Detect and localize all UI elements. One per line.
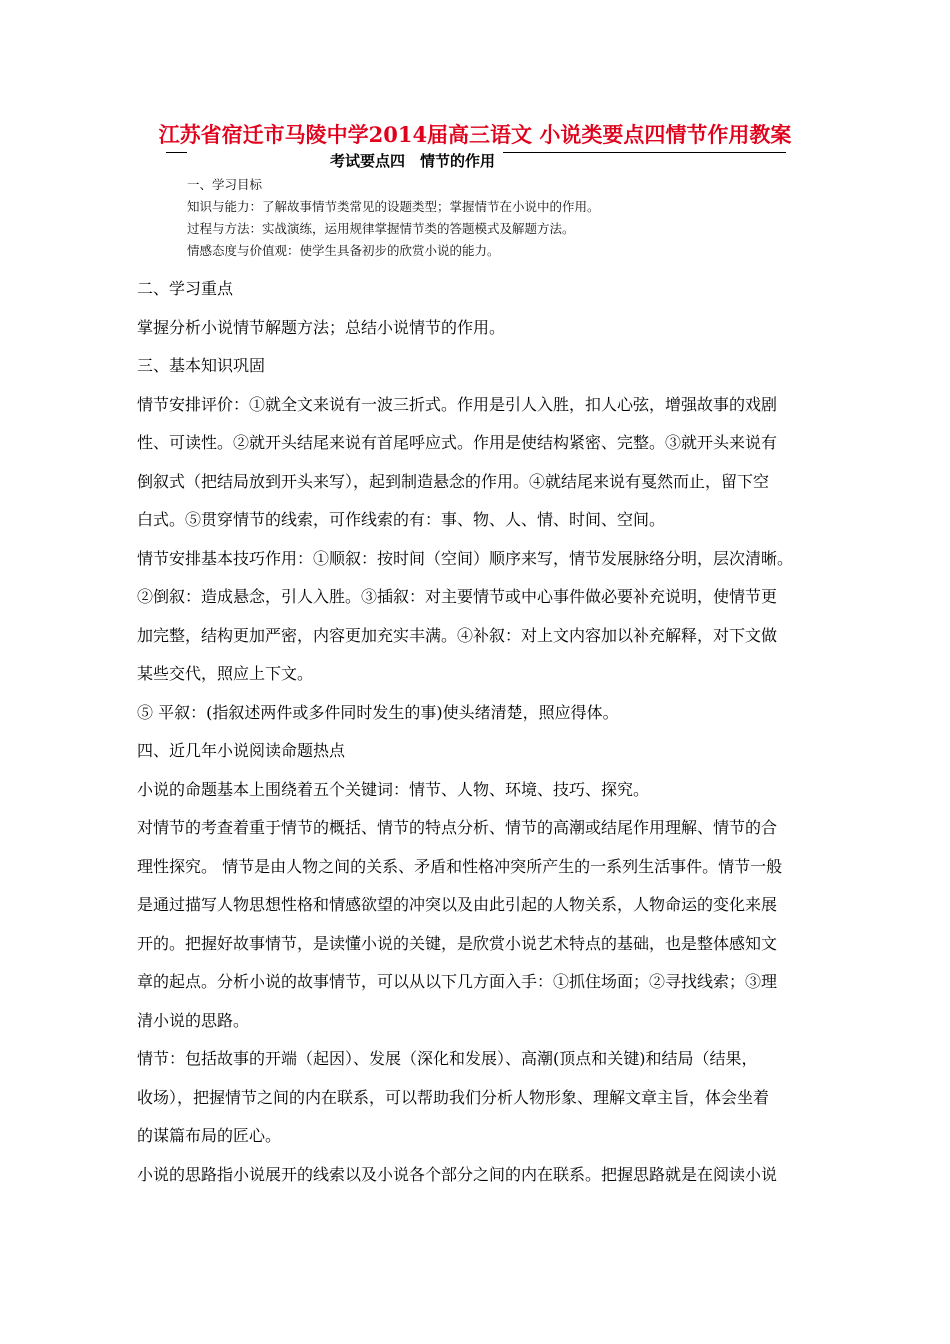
paragraph-line: 小说的命题基本上围绕着五个关键词：情节、人物、环境、技巧、探究。 <box>137 779 650 799</box>
paragraph-line: 理性探究。 情节是由人物之间的关系、矛盾和性格冲突所产生的一系列生活事件。情节一般 <box>137 856 783 876</box>
objectives-heading: 一、学习目标 <box>187 177 263 192</box>
paragraph-line: 清小说的思路。 <box>137 1010 250 1030</box>
body-text <box>137 270 817 1194</box>
paragraph-line: 情节安排评价：①就全文来说有一波三折式。作用是引人入胜，扣人心弦，增强故事的戏剧 <box>137 394 778 414</box>
section-heading: 三、基本知识巩固 <box>137 356 266 375</box>
objective-knowledge: 知识与能力：了解故事情节类常见的设题类型；掌握情节在小说中的作用。 <box>187 199 600 214</box>
paragraph-line: 性、可读性。②就开头结尾来说有首尾呼应式。作用是使结构紧密、完整。③就开头来说有 <box>137 433 778 452</box>
section-heading: 四、近几年小说阅读命题热点 <box>137 741 346 760</box>
paragraph-line: 是通过描写人物思想性格和情感欲望的冲突以及由此引起的人物关系，人物命运的变化来展 <box>137 895 778 914</box>
paragraph-line: 收场），把握情节之间的内在联系，可以帮助我们分析人物形象、理解文章主旨，体会坐着 <box>137 1087 770 1107</box>
objective-attitude: 情感态度与价值观：使学生具备初步的欣赏小说的能力。 <box>187 243 500 258</box>
section-heading: 二、学习重点 <box>137 279 234 298</box>
paragraph-line: 掌握分析小说情节解题方法；总结小说情节的作用。 <box>137 317 506 337</box>
paragraph-line: 的谋篇布局的匠心。 <box>137 1126 282 1145</box>
paragraph-line: 情节安排基本技巧作用：①顺叙：按时间（空间）顺序来写，情节发展脉络分明，层次清晰。 <box>137 548 794 568</box>
title-underline-left <box>166 152 187 153</box>
paragraph-line: 对情节的考查着重于情节的概括、情节的特点分析、情节的高潮或结尾作用理解、情节的合 <box>137 818 778 837</box>
section-subtitle: 考试要点四 情节的作用 <box>330 152 496 170</box>
paragraph-line: 情节：包括故事的开端（起因）、发展（深化和发展）、高潮(顶点和关键)和结局（结果， <box>137 1049 758 1068</box>
paragraph-line: 倒叙式（把结局放到开头来写），起到制造悬念的作用。④就结尾来说有戛然而止，留下空 <box>137 471 770 491</box>
document-title: 江苏省宿迁市马陵中学2014届高三语文 小说类要点四情节作用教案 <box>158 122 792 147</box>
paragraph-line: ⑤ 平叙：(指叙述两件或多件同时发生的事)使头绪清楚，照应得体。 <box>137 702 619 722</box>
paragraph-line: 白式。⑤贯穿情节的线索，可作线索的有：事、物、人、情、时间、空间。 <box>137 510 666 529</box>
paragraph-line: 小说的思路指小说展开的线索以及小说各个部分之间的内在联系。把握思路就是在阅读小说 <box>137 1164 778 1184</box>
paragraph-line: 某些交代，照应上下文。 <box>137 664 314 683</box>
paragraph-line: ②倒叙：造成悬念，引人入胜。③插叙：对主要情节或中心事件做必要补充说明，使情节更 <box>137 587 778 606</box>
title-underline-right <box>503 152 786 153</box>
objective-process: 过程与方法：实战演练，运用规律掌握情节类的答题模式及解题方法。 <box>187 221 575 236</box>
paragraph-line: 开的。把握好故事情节，是读懂小说的关键，是欣赏小说艺术特点的基础，也是整体感知文 <box>137 933 778 953</box>
paragraph-line: 加完整，结构更加严密，内容更加充实丰满。④补叙：对上文内容加以补充解释，对下文做 <box>137 625 778 645</box>
paragraph-line: 章的起点。分析小说的故事情节，可以从以下几方面入手：①抓住场面；②寻找线索；③理 <box>137 972 778 991</box>
learning-objectives <box>187 174 600 262</box>
